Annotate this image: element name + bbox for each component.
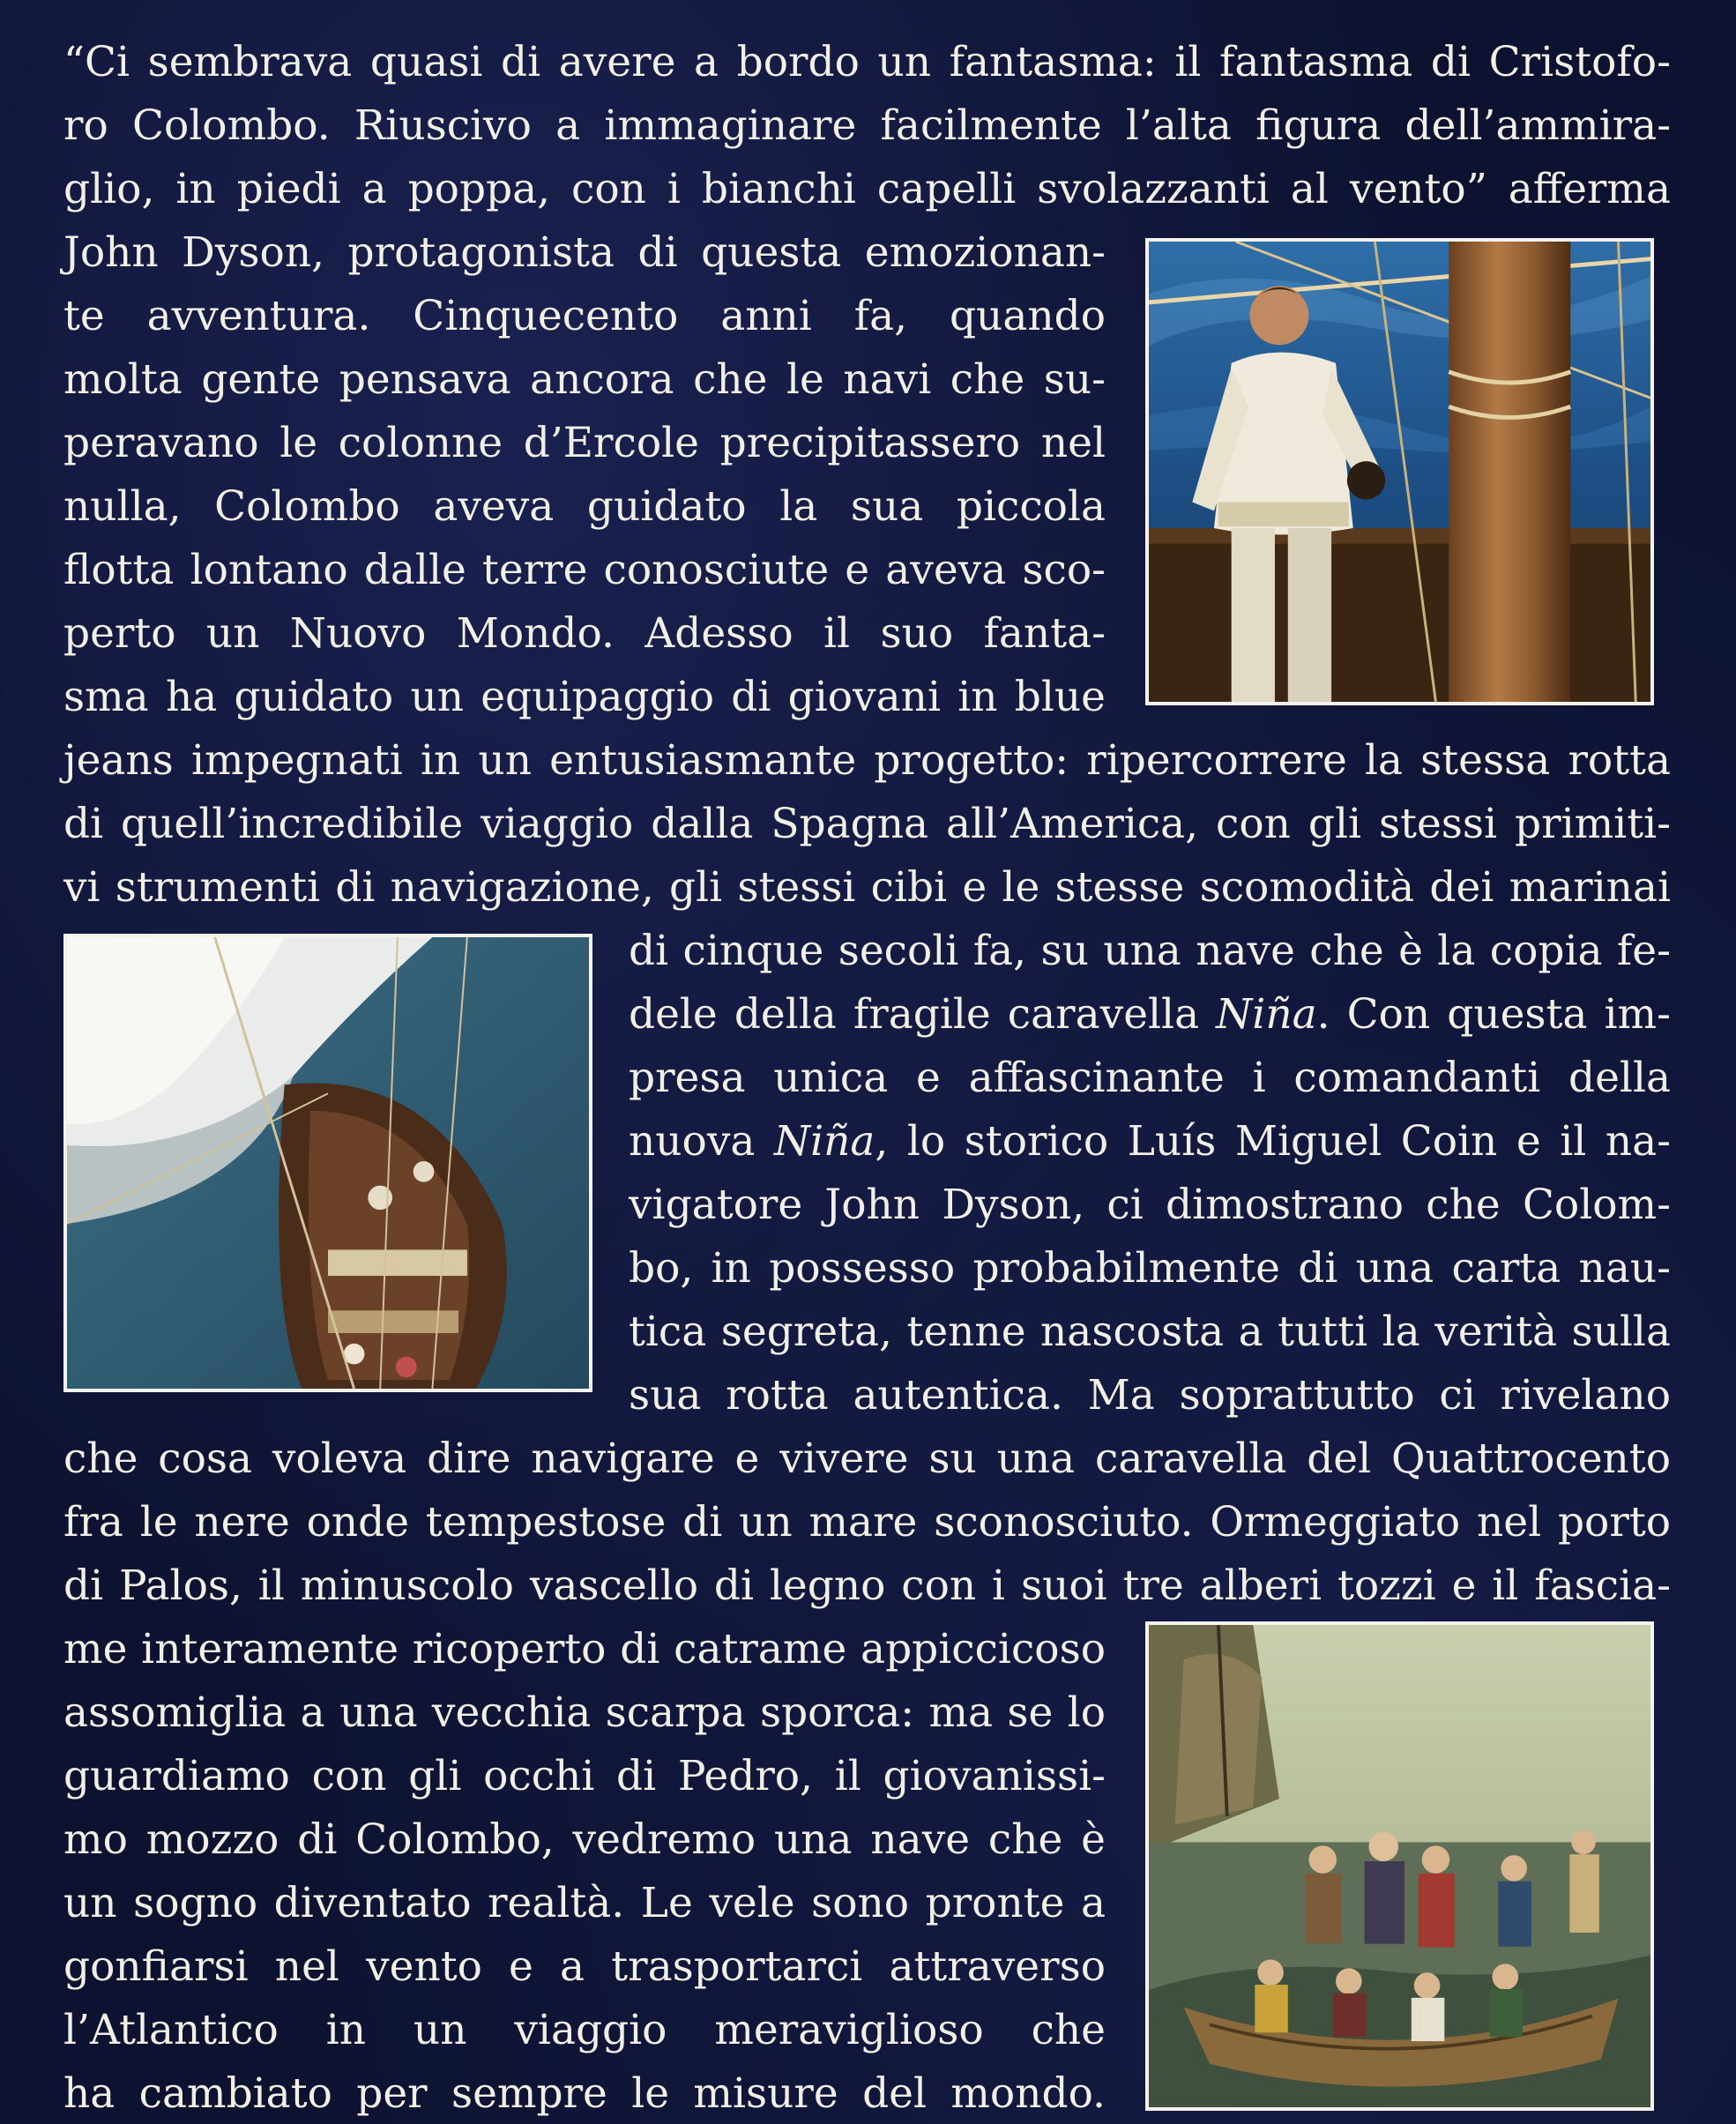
body-text-line: “Ci sembrava quasi di avere a bordo un fantasma: il fantasma di Cristofo-	[63, 38, 1671, 86]
body-text-line: tica segreta, tenne nascosta a tutti la verità sulla	[629, 1308, 1671, 1356]
body-text-line: glio, in piedi a poppa, con i bianchi capelli svolazzanti al vento” afferma	[63, 165, 1671, 213]
body-text-line: perto un Nuovo Mondo. Adesso il suo fanta-	[63, 609, 1106, 658]
body-text-line: un sogno diventato realtà. Le vele sono pronte a	[63, 1879, 1106, 1927]
sailor-at-mast-photo-icon	[1149, 242, 1650, 702]
body-text-line: di Palos, il minuscolo vascello di legno con i suoi tre alberi tozzi e il fascia-	[63, 1561, 1671, 1610]
body-text-line: peravano le colonne d’Ercole precipitassero nel	[63, 419, 1106, 467]
body-text-line: di cinque secoli fa, su una nave che è la copia fe-	[629, 927, 1671, 975]
body-text-line: che cosa voleva dire navigare e vivere su una caravella del Quattrocento	[63, 1435, 1671, 1483]
body-text-line: nuova Niña, lo storico Luís Miguel Coin e il na-	[629, 1117, 1671, 1166]
body-text-line: assomiglia a una vecchia scarpa sporca: ma se lo	[63, 1688, 1106, 1737]
body-text-line: me interamente ricoperto di catrame appiccicoso	[63, 1625, 1106, 1673]
body-text-line: ha cambiato per sempre le misure del mondo.	[63, 2069, 1106, 2118]
body-text-line: jeans impegnati in un entusiasmante progetto: ripercorrere la stessa rotta	[63, 736, 1671, 785]
columbus-departure-painting-icon	[1149, 1625, 1650, 2107]
body-text-line: sma ha guidato un equipaggio di giovani in blue	[63, 673, 1106, 721]
sailor-photo	[1145, 238, 1654, 705]
body-text-line: bo, in possesso probabilmente di una carta nau-	[629, 1244, 1671, 1293]
body-text-line: guardiamo con gli occhi di Pedro, il giovanissi-	[63, 1752, 1106, 1800]
caravel-deck-with-sails-photo-icon	[67, 937, 589, 1389]
deck-photo	[63, 934, 592, 1392]
body-text-line: ro Colombo. Riuscivo a immaginare facilmente l’alta figura dell’ammira-	[63, 101, 1671, 150]
body-text-line: di quell’incredibile viaggio dalla Spagna all’America, con gli stessi primiti-	[63, 800, 1671, 848]
body-text-line: mo mozzo di Colombo, vedremo una nave che è	[63, 1815, 1106, 1864]
body-text-line: John Dyson, protagonista di questa emozionan-	[63, 228, 1106, 277]
body-text-line: vigatore John Dyson, ci dimostrano che Colom-	[629, 1181, 1671, 1229]
body-text-line: te avventura. Cinquecento anni fa, quando	[63, 292, 1106, 340]
body-text-line: fra le nere onde tempestose di un mare sconosciuto. Ormeggiato nel porto	[63, 1498, 1671, 1546]
body-text-line: nulla, Colombo aveva guidato la sua piccola	[63, 482, 1106, 531]
body-text-line: presa unica e affascinante i comandanti della	[629, 1054, 1671, 1102]
body-text-line: l’Atlantico in un viaggio meraviglioso che	[63, 2006, 1106, 2054]
painting-photo	[1145, 1621, 1654, 2111]
body-text-line: sua rotta autentica. Ma soprattutto ci rivelano	[629, 1371, 1671, 1420]
body-text-line: gonfiarsi nel vento e a trasportarci attraverso	[63, 1942, 1106, 1991]
body-text-line: molta gente pensava ancora che le navi che su-	[63, 355, 1106, 404]
body-text-line: flotta lontano dalle terre conosciute e aveva sco-	[63, 546, 1106, 594]
body-text-line: dele della fragile caravella Niña. Con questa im-	[629, 990, 1671, 1039]
body-text-line: vi strumenti di navigazione, gli stessi cibi e le stesse scomodità dei marinai	[63, 863, 1671, 912]
